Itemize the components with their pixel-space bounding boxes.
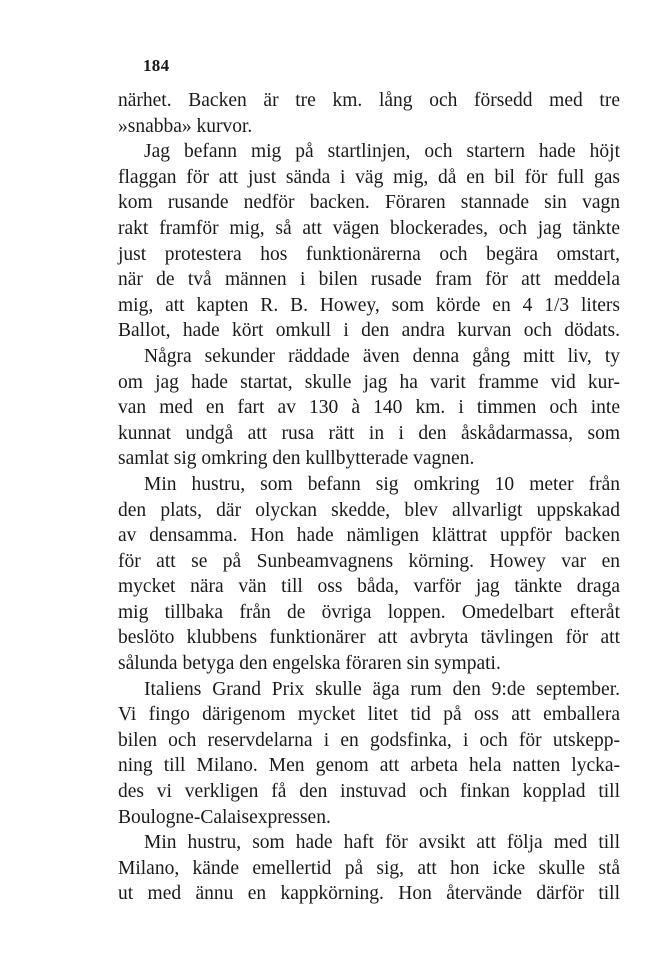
text-line: kom rusande nedför backen. Föraren stannade sin vagn: [118, 192, 620, 214]
text-line: för att se på Sunbeamvagnens körning. Howey var en: [118, 550, 620, 572]
text-line: ning till Milano. Men genom att arbeta hela natten lycka-: [118, 755, 620, 777]
text-line: kunnat undgå att rusa rätt in i den åskådarmassa, som: [118, 422, 620, 444]
text-line: van med en fart av 130 à 140 km. i timmen och inte: [118, 397, 620, 419]
text-line: bilen och reservdelarna i en godsfinka, i och för utskepp-: [118, 729, 620, 751]
text-line: Min hustru, som hade haft för avsikt att följa med till: [144, 832, 620, 854]
text-line: mig tillbaka från de övriga loppen. Omedelbart efteråt: [118, 601, 620, 623]
text-line: när de två männen i bilen rusade fram för att meddela: [118, 269, 620, 291]
text-line: Jag befann mig på startlinjen, och startern hade höjt: [144, 141, 620, 163]
text-line: Ballot, hade kört omkull i den andra kurvan och dödats.: [118, 320, 620, 342]
text-line: sålunda betyga den engelska föraren sin sympati.: [118, 653, 501, 675]
text-line: flaggan för att just sända i väg mig, då en bil för full gas: [118, 166, 620, 188]
text-line: »snabba» kurvor.: [118, 115, 253, 137]
text-line: mycket nära vän till oss båda, varför jag tänkte draga: [118, 576, 620, 598]
text-line: Boulogne-Calaisexpressen.: [118, 806, 331, 828]
text-line: rakt framför mig, så att vägen blockerades, och jag tänkte: [118, 217, 620, 239]
text-line: Milano, kände emellertid på sig, att hon icke skulle stå: [118, 857, 620, 879]
text-line: Några sekunder räddade även denna gång mitt liv, ty: [144, 345, 620, 367]
text-line: den plats, där olyckan skedde, blev allvarligt uppskakad: [118, 499, 620, 521]
text-line: ut med ännu en kappkörning. Hon återvände därför till: [118, 883, 620, 905]
text-line: om jag hade startat, skulle jag ha varit framme vid kur-: [118, 371, 620, 393]
page-number: 184: [143, 56, 170, 75]
text-line: mig, att kapten R. B. Howey, som körde en 4 1/3 liters: [118, 294, 620, 316]
text-line: just protestera hos funktionärerna och begära omstart,: [118, 243, 620, 265]
text-line: Vi fingo därigenom mycket litet tid på oss att emballera: [118, 704, 620, 726]
text-line: av densamma. Hon hade nämligen klättrat uppför backen: [118, 525, 620, 547]
body-text: [118, 88, 620, 907]
text-line: des vi verkligen få den instuvad och finkan kopplad till: [118, 781, 620, 803]
text-line: samlat sig omkring den kullbytterade vagnen.: [118, 448, 475, 470]
text-line: närhet. Backen är tre km. lång och försedd med tre: [118, 90, 620, 111]
text-line: Italiens Grand Prix skulle äga rum den 9:de september.: [144, 678, 620, 700]
text-line: beslöto klubbens funktionärer att avbryta tävlingen för att: [118, 627, 620, 649]
text-line: Min hustru, som befann sig omkring 10 meter från: [144, 473, 620, 495]
